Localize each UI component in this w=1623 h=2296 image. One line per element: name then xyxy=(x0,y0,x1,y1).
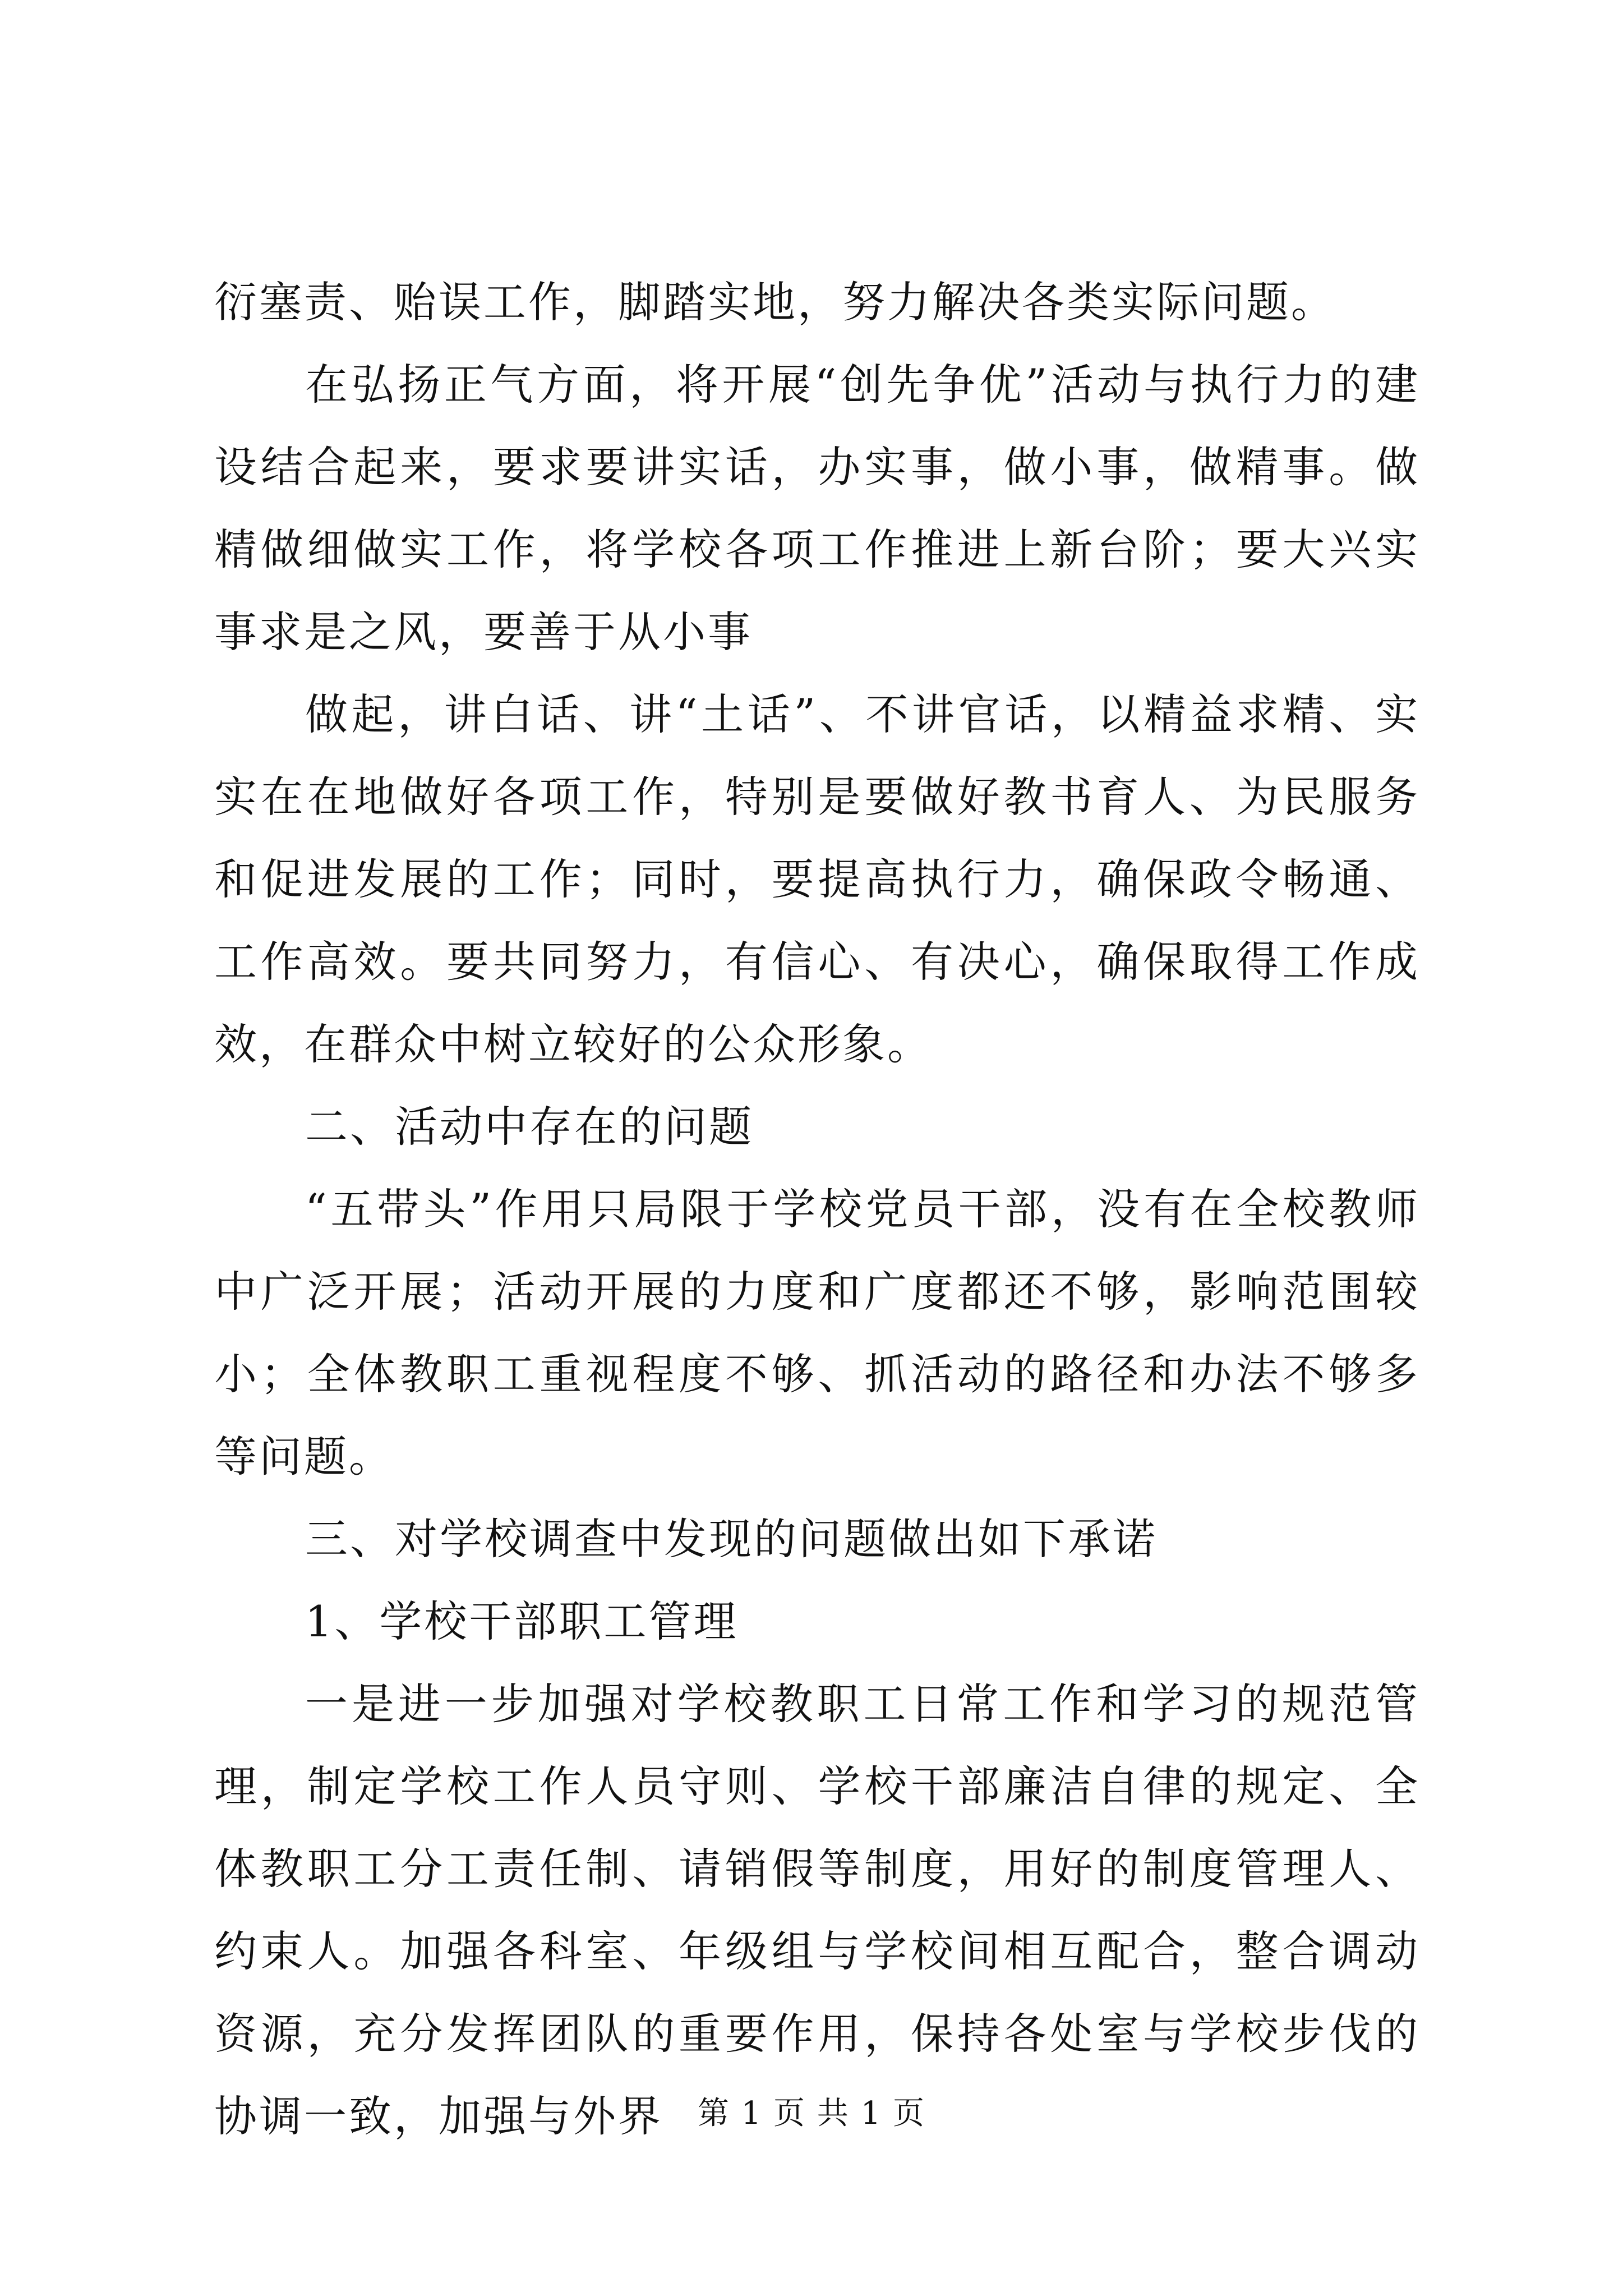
paragraph-2: 在弘扬正气方面，将开展“创先争优”活动与执行力的建设结合起来，要求要讲实话，办实事，做小事，做精事。做精做细做实工作，将学校各项工作推进上新台阶；要大兴实事求是之风，要善于从小事 xyxy=(214,360,1420,657)
paragraph-1: 衍塞责、贻误工作，脚踏实地，努力解决各类实际问题。 xyxy=(214,277,1336,327)
subsection-heading-1: 1、学校干部职工管理 xyxy=(305,1596,739,1646)
paragraph-4: “五带头”作用只局限于学校党员干部，没有在全校教师中广泛开展；活动开展的力度和广度都还不够，影响范围较小；全体教职工重视程度不够、抓活动的路径和办法不够多等问题。 xyxy=(214,1184,1420,1481)
section-heading-3: 三、对学校调查中发现的问题做出如下承诺 xyxy=(305,1514,1158,1564)
paragraph-5: 一是进一步加强对学校教职工日常工作和学习的规范管理，制定学校工作人员守则、学校干部廉洁自律的规定、全体教职工分工责任制、请销假等制度，用好的制度管理人、约束人。加强各科室、年级组与学校间相互配合，整合调动资源，充分发挥团队的重要作用，保持各处室与学校步伐的协调一致，加强与外界 xyxy=(214,1679,1420,2141)
page-footer: 第 1 页 共 1 页 xyxy=(697,2095,926,2132)
document-body xyxy=(214,261,1420,2157)
paragraph-3: 做起，讲白话、讲“土话”、不讲官话，以精益求精、实实在在地做好各项工作，特别是要做好教书育人、为民服务和促进发展的工作；同时，要提高执行力，确保政令畅通、工作高效。要共同努力，有信心、有决心，确保取得工作成效，在群众中树立较好的公众形象。 xyxy=(214,689,1420,1069)
section-heading-2: 二、活动中存在的问题 xyxy=(305,1102,754,1152)
